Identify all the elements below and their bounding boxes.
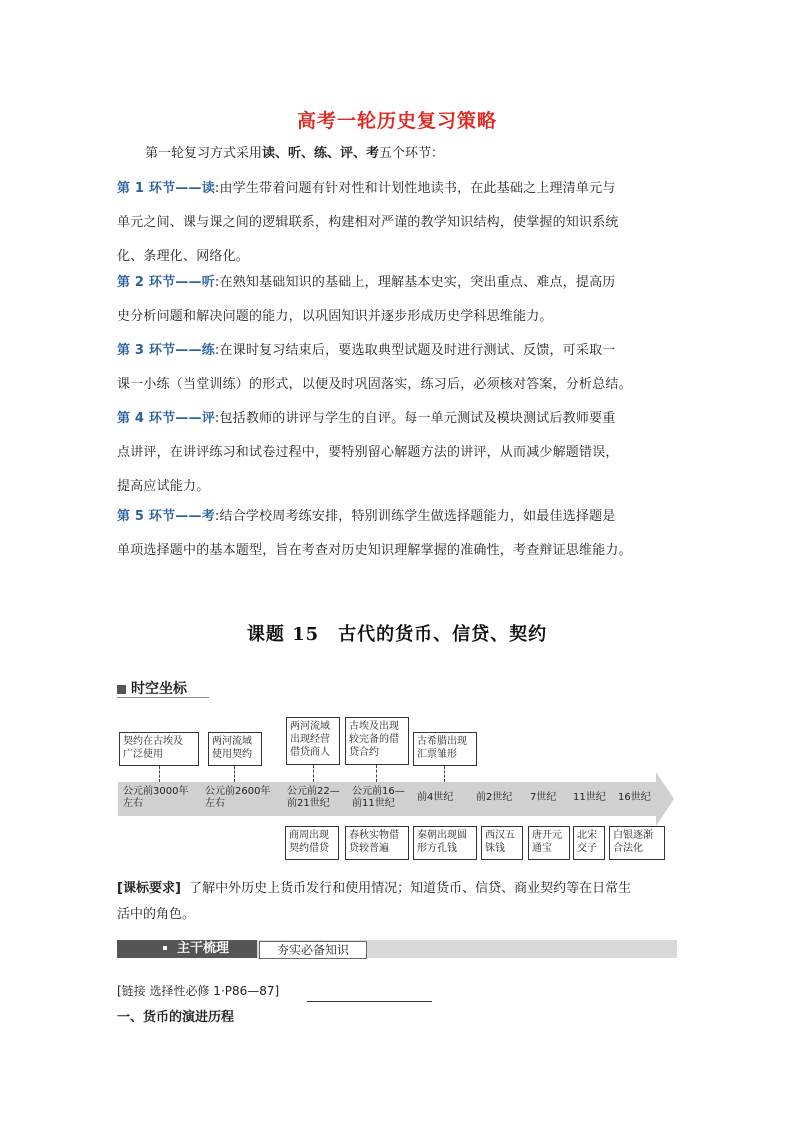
- link-underline: [307, 1001, 432, 1002]
- textbook-link: [链接 选择性必修 1·P86—87]: [117, 984, 280, 998]
- intro-steps: 读、听、练、评、考: [262, 146, 380, 161]
- main-bar-title: 主干梳理: [177, 941, 230, 956]
- timeline-event-bottom: 西汉五 铢钱: [481, 826, 523, 860]
- square-bullet-icon: [117, 685, 126, 694]
- para-line: :结合学校周考练安排，特别训练学生做选择题能力，如最佳选择题是: [214, 509, 616, 524]
- timeline-axis-label: 7世纪: [530, 792, 557, 803]
- timeline-connector: [159, 766, 160, 782]
- timeline-event-bottom: 唐开元 通宝: [528, 826, 570, 860]
- page-title: 高考一轮历史复习策略: [296, 110, 497, 132]
- timeline-connector: [444, 766, 445, 782]
- timeline-connector: [313, 765, 314, 782]
- subsection-heading: 一、货币的演进历程: [117, 1010, 235, 1025]
- timeline-axis-label: 前4世纪: [417, 792, 454, 803]
- para-line: 课一小练（当堂训练）的形式，以便及时巩固落实，练习后，必须核对答案，分析总结。: [117, 377, 632, 392]
- timeline-connector: [234, 766, 235, 782]
- timeline-arrow-head: [656, 772, 674, 826]
- intro-suffix: 五个环节：: [379, 146, 445, 161]
- intro-line: [145, 142, 444, 161]
- paragraph-step-4: [117, 402, 679, 504]
- para-line: 单元之间、课与课之间的逻辑联系，构建相对严谨的教学知识结构，使掌握的知识系统: [117, 215, 619, 230]
- timeline-axis-label: 公元前16— 前11世纪: [352, 786, 405, 809]
- step-label: 第 1 环节——读: [117, 181, 215, 196]
- timeline-event-bottom: 北宋 交子: [573, 826, 605, 860]
- para-line: 提高应试能力。: [117, 479, 210, 494]
- intro-prefix: 第一轮复习方式采用: [145, 146, 263, 161]
- step-label: 第 5 环节——考: [117, 509, 215, 524]
- section-bar-tab: 夯实必备知识: [259, 941, 367, 959]
- curriculum-requirement: [117, 876, 679, 928]
- step-label: 第 2 环节——听: [117, 275, 215, 290]
- timeline-event-top: 古希腊出现 汇票雏形: [413, 732, 477, 766]
- timeline-event-top: 两河流域 使用契约: [208, 732, 262, 766]
- timeline-axis-label: 公元前3000年 左右: [123, 786, 189, 809]
- timeline-connector: [376, 765, 377, 782]
- paragraph-step-1: [117, 172, 679, 274]
- curriculum-line: 了解中外历史上货币发行和使用情况；知道货币、信贷、商业契约等在日常生: [189, 881, 632, 896]
- paragraph-step-2: [117, 266, 679, 334]
- timeline-axis-label: 公元前2600年 左右: [205, 786, 271, 809]
- timeline-event-top: 契约在古埃及 广泛使用: [119, 732, 199, 766]
- section-spacetime-label: 时空坐标: [131, 681, 187, 697]
- para-line: :包括教师的讲评与学生的自评。每一单元测试及模块测试后教师要重: [214, 411, 616, 426]
- curriculum-label: [课标要求]: [117, 881, 181, 896]
- timeline-event-bottom: 秦朝出现圆 形方孔钱: [413, 826, 477, 860]
- paragraph-step-3: [117, 334, 679, 402]
- para-line: :在课时复习结束后，要选取典型试题及时进行测试、反馈，可采取一: [214, 343, 616, 358]
- section-spacetime-heading: [117, 678, 187, 698]
- para-line: 单项选择题中的基本题型，旨在考查对历史知识理解掌握的准确性，考查辩证思维能力。: [117, 543, 632, 558]
- lesson-title: 课题 15 古代的货币、信贷、契约: [246, 624, 548, 645]
- timeline-axis-label: 公元前22— 前21世纪: [287, 786, 340, 809]
- para-line: 化、条理化、网络化。: [117, 249, 250, 264]
- timeline-axis-label: 11世纪: [573, 792, 606, 803]
- timeline-axis-label: 16世纪: [618, 792, 651, 803]
- section-bar-title: [117, 940, 257, 958]
- section-underline: [117, 697, 209, 698]
- bullet-icon: [163, 946, 167, 950]
- timeline-event-bottom: 春秋实物借 贷较普遍: [345, 826, 409, 860]
- timeline-event-bottom: 商周出现 契约借贷: [285, 826, 339, 860]
- timeline-axis-label: 前2世纪: [476, 792, 513, 803]
- timeline-event-top: 两河流域 出现经营 借贷商人: [286, 717, 340, 765]
- para-line: :由学生带着问题有针对性和计划性地读书，在此基础之上理清单元与: [214, 181, 616, 196]
- para-line: 史分析问题和解决问题的能力，以巩固知识并逐步形成历史学科思维能力。: [117, 309, 553, 324]
- step-label: 第 4 环节——评: [117, 411, 215, 426]
- para-line: 点讲评，在讲评练习和试卷过程中，要特别留心解题方法的讲评，从而减少解题错误，: [117, 445, 619, 460]
- timeline-event-bottom: 白银逐渐 合法化: [609, 826, 665, 860]
- paragraph-step-5: [117, 500, 679, 568]
- step-label: 第 3 环节——练: [117, 343, 215, 358]
- timeline-event-top: 古埃及出现 较完备的借 贷合约: [345, 717, 409, 765]
- para-line: :在熟知基础知识的基础上，理解基本史实，突出重点、难点，提高历: [214, 275, 616, 290]
- curriculum-line: 活中的角色。: [117, 907, 196, 922]
